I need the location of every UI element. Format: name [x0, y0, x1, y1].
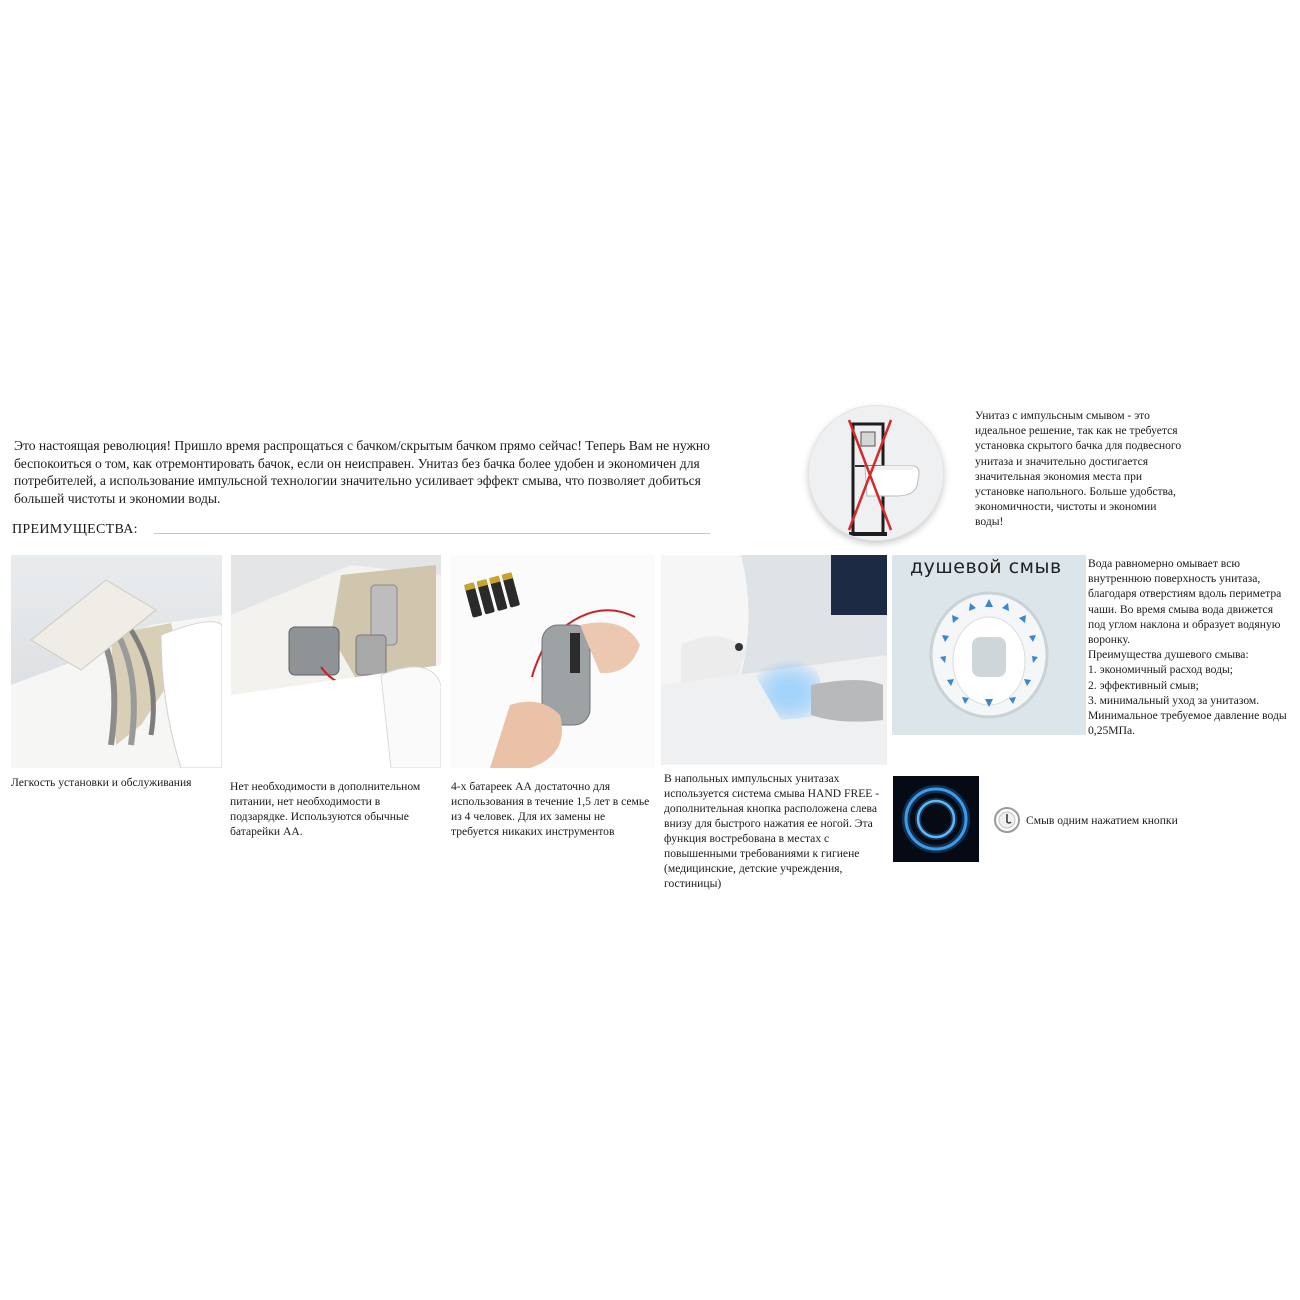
- feature-caption-3: 4-х батареек АА достаточно для использования в течение 1,5 лет в семье из 4 человек. Для их замены не требуется никаких инструментов: [451, 780, 650, 838]
- shower-flush-benefits-title: Преимущества душевого смыва:: [1088, 648, 1249, 662]
- wall-hung-frame-photo: [809, 406, 943, 540]
- one-touch-button-icon: [993, 806, 1021, 834]
- batteries-hand-photo: [450, 555, 655, 768]
- installation-photo: [11, 555, 222, 768]
- benefit-item: 2. эффективный смыв;: [1088, 678, 1199, 692]
- advantages-divider: [154, 533, 710, 534]
- pressure-requirement: Минимальное требуемое давление воды 0,25МПа.: [1088, 709, 1287, 738]
- one-touch-label: Смыв одним нажатием кнопки: [1026, 814, 1178, 827]
- feature-caption-4: В напольных импульсных унитазах используется система смыва HAND FREE - дополнительная кнопка расположена слева внизу для быстрого нажатия ее ногой. Эта функция востребована в местах с повышенными требованиями к гигиене (медицинские, детские учреждения, гостиницы): [664, 772, 880, 890]
- battery-unit-photo: [231, 555, 441, 768]
- shower-flush-title: душевой смыв: [910, 556, 1062, 578]
- intro-paragraph: Это настоящая революция! Пришло время распрощаться с бачком/скрытым бачком прямо сейчас! Теперь Вам не нужно беспокоиться о том, как отремонтировать бачок, если он неисправен. Унитаз без бачка более удобен и экономичен для потребителей, а использование импульсной технологии значительно усиливает эффект смыва, что позволяет добиться большей чистоты и экономии воды.: [14, 438, 710, 506]
- feature-caption-1: Легкость установки и обслуживания: [11, 776, 192, 789]
- advantages-heading: ПРЕИМУЩЕСТВА:: [12, 522, 138, 537]
- benefit-item: 1. экономичный расход воды;: [1088, 663, 1233, 677]
- benefit-item: 3. минимальный уход за унитазом.: [1088, 693, 1260, 707]
- shower-flush-description: [1088, 556, 1293, 738]
- hand-free-sensor-photo: [661, 555, 887, 765]
- feature-caption-2: Нет необходимости в дополнительном питании, нет необходимости в подзарядке. Используются обычные батарейки АА.: [230, 780, 421, 838]
- shower-flush-image: [892, 555, 1086, 735]
- shower-flush-text: Вода равномерно омывает всю внутреннюю поверхность унитаза, благодаря отверстиям вдоль периметра чаши. Во время смыва вода движется под углом наклона и образует водяную воронку.: [1088, 557, 1282, 647]
- glowing-button-image: [893, 776, 979, 862]
- wall-hung-text: Унитаз с импульсным смывом - это идеальное решение, так как не требуется установка скрытого бачка для подвесного унитаза и значительно достигается значительная экономия места при установке напольного. Больше удобства, экономичности, чистоты и экономии воды!: [975, 409, 1182, 529]
